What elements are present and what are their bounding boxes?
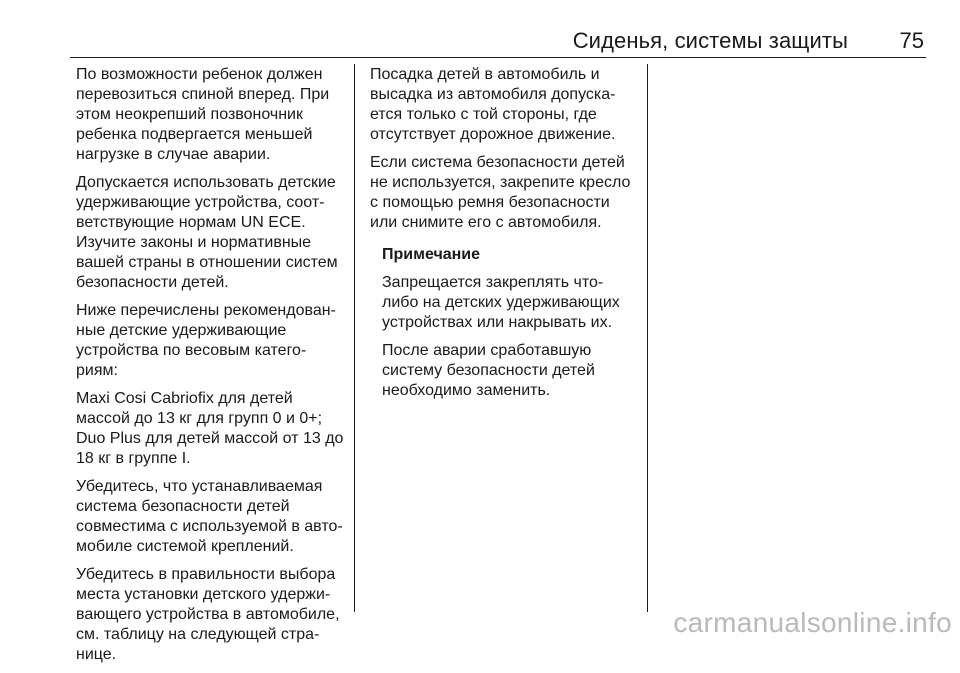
watermark: carmanualsonline.info — [673, 607, 952, 638]
note-block — [382, 245, 642, 401]
paragraph: Убедитесь, что устанавливаемая система безопасности детей совместима с используемой в авто- мобиле системой креплений. — [76, 478, 343, 555]
paragraph: Ниже перечислены рекомендован- ные детские удерживающие устройства по весовым катего- риям: — [76, 302, 336, 379]
section-title: Сиденья, системы защиты — [572, 28, 848, 53]
note-paragraph: После аварии сработавшую систему безопасности детей необходимо заменить. — [382, 342, 595, 399]
paragraph: Посадка детей в автомобиль и высадка из автомобиля допуска- ется только с той стороны, где отсутствует дорожное движение. — [370, 66, 616, 143]
paragraph: Maxi Cosi Cabriofix для детей массой до 13 кг для групп 0 и 0+; Duo Plus для детей массой от 13 до 18 кг в группе I. — [76, 390, 344, 467]
text-column-2 — [370, 65, 642, 409]
page-number: 75 — [899, 28, 924, 53]
page-header — [0, 26, 960, 56]
note-title: Примечание — [382, 246, 481, 263]
header-rule — [70, 57, 926, 58]
note-paragraph: Запрещается закреплять что- либо на детских удерживающих устройствах или накрывать их. — [382, 274, 620, 331]
paragraph: Если система безопасности детей не используется, закрепите кресло с помощью ремня безопасности или снимите его с автомобиля. — [370, 154, 631, 231]
paragraph: По возможности ребенок должен перевозиться спиной вперед. При этом неокрепший позвоночник ребенка подвергается меньшей нагрузке в случае аварии. — [76, 66, 330, 163]
paragraph: Допускается использовать детские удерживающие устройства, соот- ветствующие нормам UN ECE. Изучите законы и нормативные вашей страны в отношении систем безопасности детей. — [76, 174, 338, 291]
column-divider-1 — [354, 64, 355, 612]
paragraph: Убедитесь в правильности выбора места установки детского удержи- вающего устройства в автомобиле, см. таблицу на следующей стра- нице. — [76, 566, 340, 663]
text-column-1 — [76, 65, 352, 673]
column-divider-2 — [647, 64, 648, 612]
